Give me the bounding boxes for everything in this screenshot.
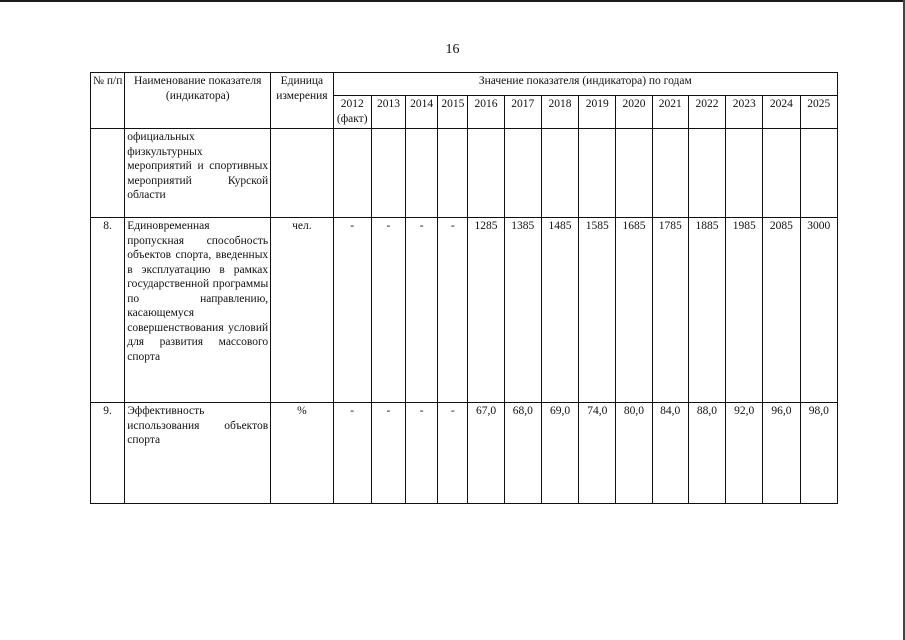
- row-unit: [271, 129, 333, 218]
- row-value: -: [406, 218, 438, 403]
- row-value: 68,0: [504, 403, 541, 504]
- row-value: -: [371, 403, 405, 504]
- table-header: [91, 73, 838, 129]
- row-value: 67,0: [468, 403, 504, 504]
- row-number: 9.: [91, 403, 125, 504]
- row-value: [688, 129, 725, 218]
- year-header: 2013: [371, 96, 405, 129]
- year-header: 2022: [688, 96, 725, 129]
- row-value: [541, 129, 578, 218]
- row-value: -: [438, 218, 468, 403]
- indicators-table: [90, 72, 838, 504]
- row-value: 3000: [800, 218, 837, 403]
- year-header: 2016: [468, 96, 504, 129]
- year-header: 2019: [579, 96, 616, 129]
- row-value: [468, 129, 504, 218]
- row-value: 84,0: [652, 403, 688, 504]
- header-indicator-name: Наименование показателя (индикатора): [125, 73, 271, 129]
- row-value: [579, 129, 616, 218]
- row-value: -: [371, 218, 405, 403]
- row-value: 1785: [652, 218, 688, 403]
- row-value: -: [438, 403, 468, 504]
- row-value: 1985: [726, 218, 763, 403]
- row-value: [504, 129, 541, 218]
- row-value: [800, 129, 837, 218]
- page-number: 16: [445, 42, 460, 57]
- row-value: 1685: [616, 218, 652, 403]
- table-row-9: [91, 403, 838, 504]
- row-value: [616, 129, 652, 218]
- row-value: [438, 129, 468, 218]
- row-value: 1385: [504, 218, 541, 403]
- year-header: 2025: [800, 96, 837, 129]
- row-number: [91, 129, 125, 218]
- row-indicator-name: Эффективность использования объектов спорта: [125, 403, 271, 504]
- row-value: 80,0: [616, 403, 652, 504]
- year-header: 2012 (факт): [333, 96, 371, 129]
- row-value: 69,0: [541, 403, 578, 504]
- row-value: [406, 129, 438, 218]
- year-header: 2023: [726, 96, 763, 129]
- year-header: 2024: [763, 96, 800, 129]
- year-header: 2020: [616, 96, 652, 129]
- table-row-8: [91, 218, 838, 403]
- row-value: 1285: [468, 218, 504, 403]
- year-header: 2018: [541, 96, 578, 129]
- row-value: 88,0: [688, 403, 725, 504]
- header-unit: Единица измерения: [271, 73, 333, 129]
- row-value: [652, 129, 688, 218]
- year-header: 2014: [406, 96, 438, 129]
- header-values-by-year: Значение показателя (индикатора) по годам: [333, 73, 837, 96]
- year-header: 2021: [652, 96, 688, 129]
- row-value: [371, 129, 405, 218]
- row-value: 2085: [763, 218, 800, 403]
- row-value: 1885: [688, 218, 725, 403]
- row-value: [763, 129, 800, 218]
- row-indicator-name: Единовременная пропускная способность объектов спорта, введенных в эксплуатацию в рамках государственной программы по направлению, касающемуся совершенствования условий для развития массового спорта: [125, 218, 271, 403]
- scan-border-top: [0, 0, 905, 2]
- row-value: 98,0: [800, 403, 837, 504]
- row-value: 1585: [579, 218, 616, 403]
- row-value: [726, 129, 763, 218]
- row-value: -: [333, 403, 371, 504]
- row-number: 8.: [91, 218, 125, 403]
- row-value: [333, 129, 371, 218]
- row-value: 96,0: [763, 403, 800, 504]
- table-row-continuation: [91, 129, 838, 218]
- header-number: № п/п: [91, 73, 125, 129]
- row-value: 92,0: [726, 403, 763, 504]
- row-value: 1485: [541, 218, 578, 403]
- row-value: -: [333, 218, 371, 403]
- row-value: 74,0: [579, 403, 616, 504]
- year-header: 2015: [438, 96, 468, 129]
- year-header: 2017: [504, 96, 541, 129]
- row-value: -: [406, 403, 438, 504]
- row-indicator-name: официальных физкультурных мероприятий и спортивных мероприятий Курской области: [125, 129, 271, 218]
- row-unit: чел.: [271, 218, 333, 403]
- row-unit: %: [271, 403, 333, 504]
